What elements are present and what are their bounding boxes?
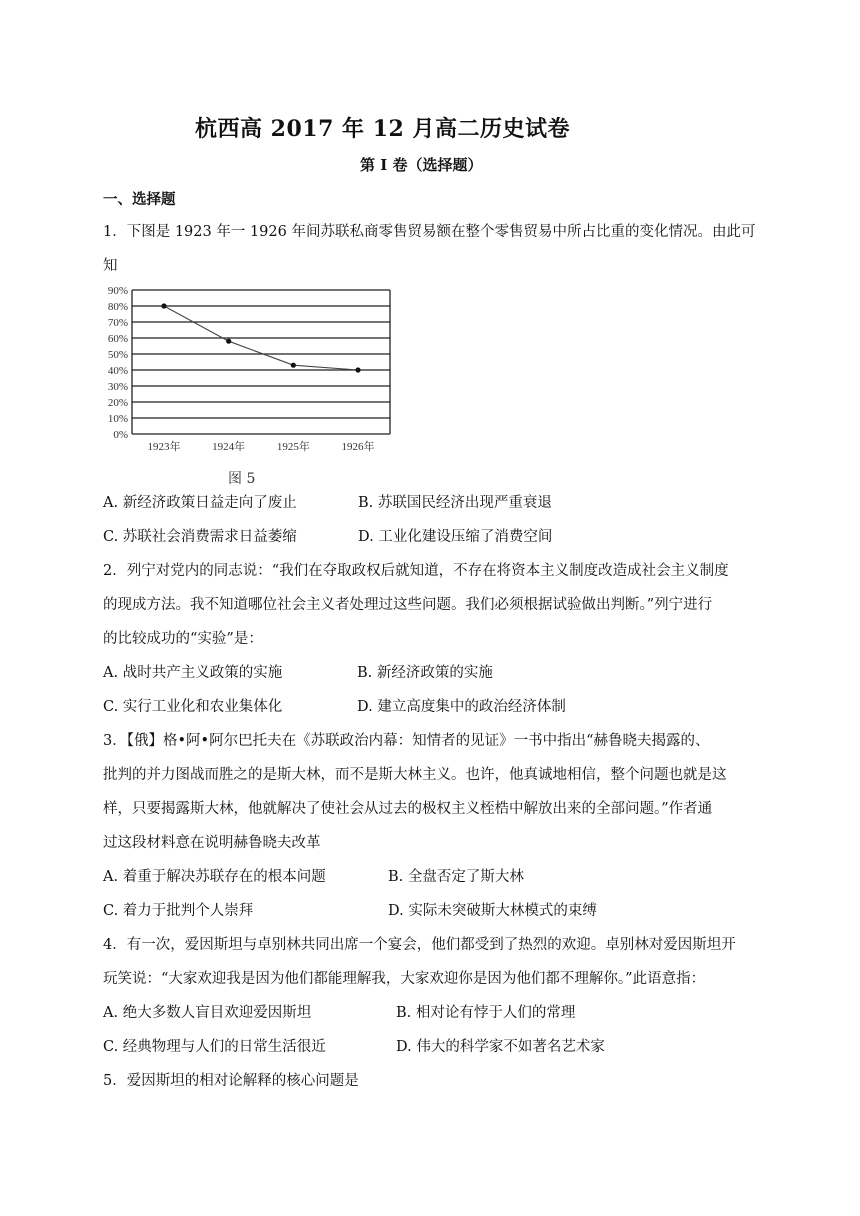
- q1-option-b: B. 苏联国民经济出现严重衰退: [358, 495, 552, 511]
- page-title: 杭西高 2017 年 12 月高二历史试卷: [195, 116, 570, 142]
- question-2-line-3: 的比较成功的“实验”是：: [103, 631, 263, 647]
- data-point: [161, 303, 166, 308]
- x-tick-label: 1923年: [147, 441, 181, 453]
- y-tick-label: 30%: [107, 381, 128, 393]
- y-tick-label: 10%: [107, 413, 128, 425]
- question-3-line-2: 批判的并力图战而胜之的是斯大林，而不是斯大林主义。也许，他真诚地相信，整个问题也就是这: [103, 767, 727, 783]
- section-subtitle: 第 I 卷（选择题）: [360, 156, 483, 174]
- question-3-line-3: 样，只要揭露斯大林，他就解决了使社会从过去的极权主义桎梏中解放出来的全部问题。”作者通: [103, 801, 713, 817]
- q3-option-d: D. 实际未突破斯大林模式的束缚: [388, 903, 597, 919]
- question-4-line-2: 玩笑说：“大家欢迎我是因为他们都能理解我，大家欢迎你是因为他们都不理解你。”此语意指：: [103, 971, 706, 987]
- y-tick-label: 40%: [107, 365, 128, 377]
- x-tick-label: 1925年: [276, 441, 310, 453]
- y-tick-label: 80%: [107, 301, 128, 313]
- question-1-line-2: 知: [103, 258, 118, 274]
- question-2-line-1: 2．列宁对党内的同志说：“我们在夺取政权后就知道，不存在将资本主义制度改造成社会主义制度: [103, 563, 729, 579]
- question-2-line-2: 的现成方法。我不知道哪位社会主义者处理过这些问题。我们必须根据试验做出判断。”列宁进行: [103, 597, 713, 613]
- question-3-line-4: 过这段材料意在说明赫鲁晓夫改革: [103, 835, 321, 851]
- q3-option-b: B. 全盘否定了斯大林: [388, 869, 524, 885]
- data-point: [355, 367, 360, 372]
- data-point: [291, 363, 296, 368]
- y-tick-label: 70%: [107, 317, 128, 329]
- q2-option-d: D. 建立高度集中的政治经济体制: [357, 699, 566, 715]
- q2-option-c: C. 实行工业化和农业集体化: [103, 699, 283, 715]
- q1-option-d: D. 工业化建设压缩了消费空间: [358, 529, 553, 545]
- q4-option-d: D. 伟大的科学家不如著名艺术家: [396, 1039, 605, 1055]
- section-heading: 一、选择题: [103, 191, 176, 208]
- q4-option-c: C. 经典物理与人们的日常生活很近: [103, 1039, 326, 1055]
- figure-caption: 图 5: [228, 471, 256, 487]
- question-3-line-1: 3．【俄】格•阿•阿尔巴托夫在《苏联政治内幕：知情者的见证》一书中指出“赫鲁晓夫揭露的、: [103, 733, 710, 749]
- q2-option-b: B. 新经济政策的实施: [357, 665, 493, 681]
- question-5-line-1: 5．爱因斯坦的相对论解释的核心问题是: [103, 1073, 359, 1089]
- question-1-line-1: 1．下图是 1923 年一 1926 年间苏联私商零售贸易额在整个零售贸易中所占比重的变化情况。由此可: [103, 224, 756, 240]
- data-point: [226, 339, 231, 344]
- y-tick-label: 20%: [107, 397, 128, 409]
- y-tick-label: 50%: [107, 349, 128, 361]
- line-chart: [100, 282, 400, 462]
- q2-option-a: A. 战时共产主义政策的实施: [103, 665, 283, 681]
- q1-option-c: C. 苏联社会消费需求日益萎缩: [103, 529, 297, 545]
- q4-option-a: A. 绝大多数人盲目欢迎爱因斯坦: [103, 1005, 312, 1021]
- q3-option-a: A. 着重于解决苏联存在的根本问题: [103, 869, 326, 885]
- q4-option-b: B. 相对论有悖于人们的常理: [396, 1005, 576, 1021]
- x-tick-label: 1924年: [212, 441, 246, 453]
- x-tick-label: 1926年: [341, 441, 375, 453]
- y-tick-label: 60%: [107, 333, 128, 345]
- y-tick-label: 0%: [113, 429, 128, 441]
- question-4-line-1: 4．有一次，爱因斯坦与卓别林共同出席一个宴会，他们都受到了热烈的欢迎。卓别林对爱因斯坦开: [103, 937, 736, 953]
- y-tick-label: 90%: [107, 285, 128, 297]
- q1-option-a: A. 新经济政策日益走向了废止: [103, 495, 297, 511]
- q3-option-c: C. 着力于批判个人崇拜: [103, 903, 254, 919]
